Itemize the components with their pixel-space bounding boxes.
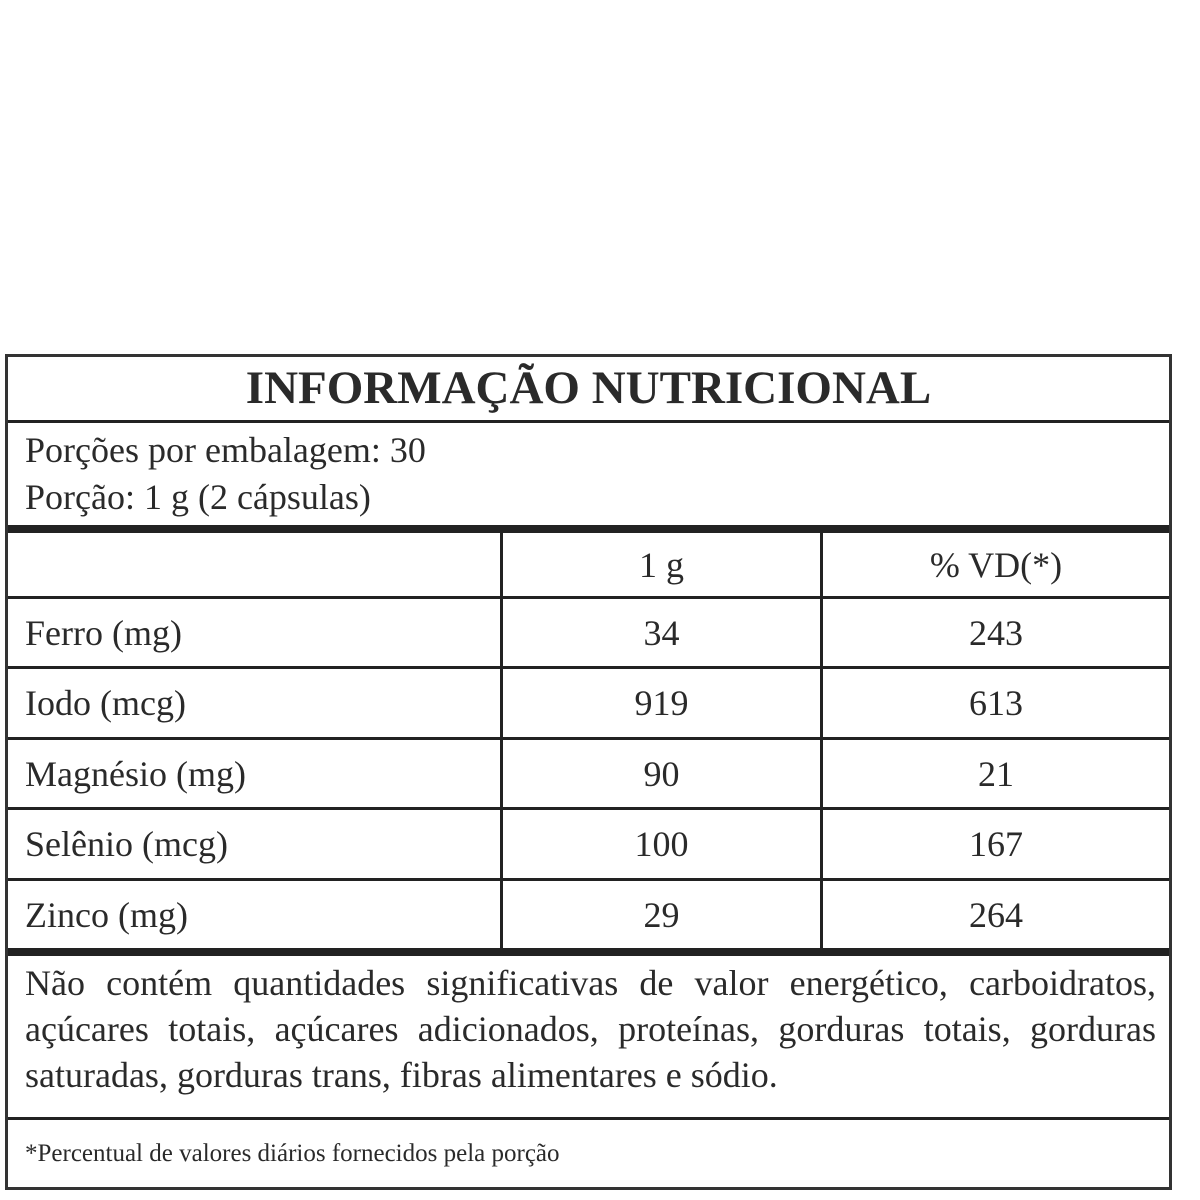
nutrient-name: Iodo (mcg) [25, 683, 186, 723]
nutrient-name: Selênio (mcg) [25, 824, 228, 864]
daily-value-footnote: *Percentual de valores diários fornecidos pela porção [25, 1139, 560, 1167]
thick-divider [8, 525, 1169, 533]
thick-divider [8, 948, 1169, 956]
nutrient-amount: 34 [643, 612, 680, 653]
nutrient-amount: 100 [634, 824, 689, 864]
servings-per-package: Porções por embalagem: 30 [25, 430, 426, 470]
nutrient-daily-value: 613 [969, 683, 1023, 723]
divider [8, 420, 1169, 423]
nutrient-name: Magnésio (mg) [25, 753, 246, 794]
nutrient-amount: 919 [634, 683, 689, 723]
label-title: INFORMAÇÃO NUTRICIONAL [245, 362, 932, 414]
serving-size: Porção: 1 g (2 cápsulas) [25, 477, 371, 517]
column-header-nutrient [25, 533, 495, 596]
nutrient-daily-value: 264 [969, 894, 1023, 935]
nutrient-name: Zinco (mg) [25, 894, 188, 935]
nutrient-daily-value: 167 [969, 824, 1023, 864]
nutrient-name: Ferro (mg) [25, 612, 182, 653]
nutrient-disclaimer: Não contém quantidades significativas de valor energético, carboidratos, açúcares totais, açúcares adicionados, proteínas, gorduras totais, gorduras saturadas, gorduras trans, fibras alimentares e sódio. [25, 963, 1156, 1095]
nutrient-amount: 29 [643, 894, 680, 935]
nutrient-daily-value: 243 [969, 612, 1023, 653]
column-header-amount: 1 g [639, 544, 684, 585]
nutrition-facts-label [5, 354, 1172, 1190]
nutrient-amount: 90 [643, 753, 680, 794]
column-header-daily-value: % VD(*) [929, 544, 1063, 585]
nutrient-daily-value: 21 [978, 753, 1014, 794]
